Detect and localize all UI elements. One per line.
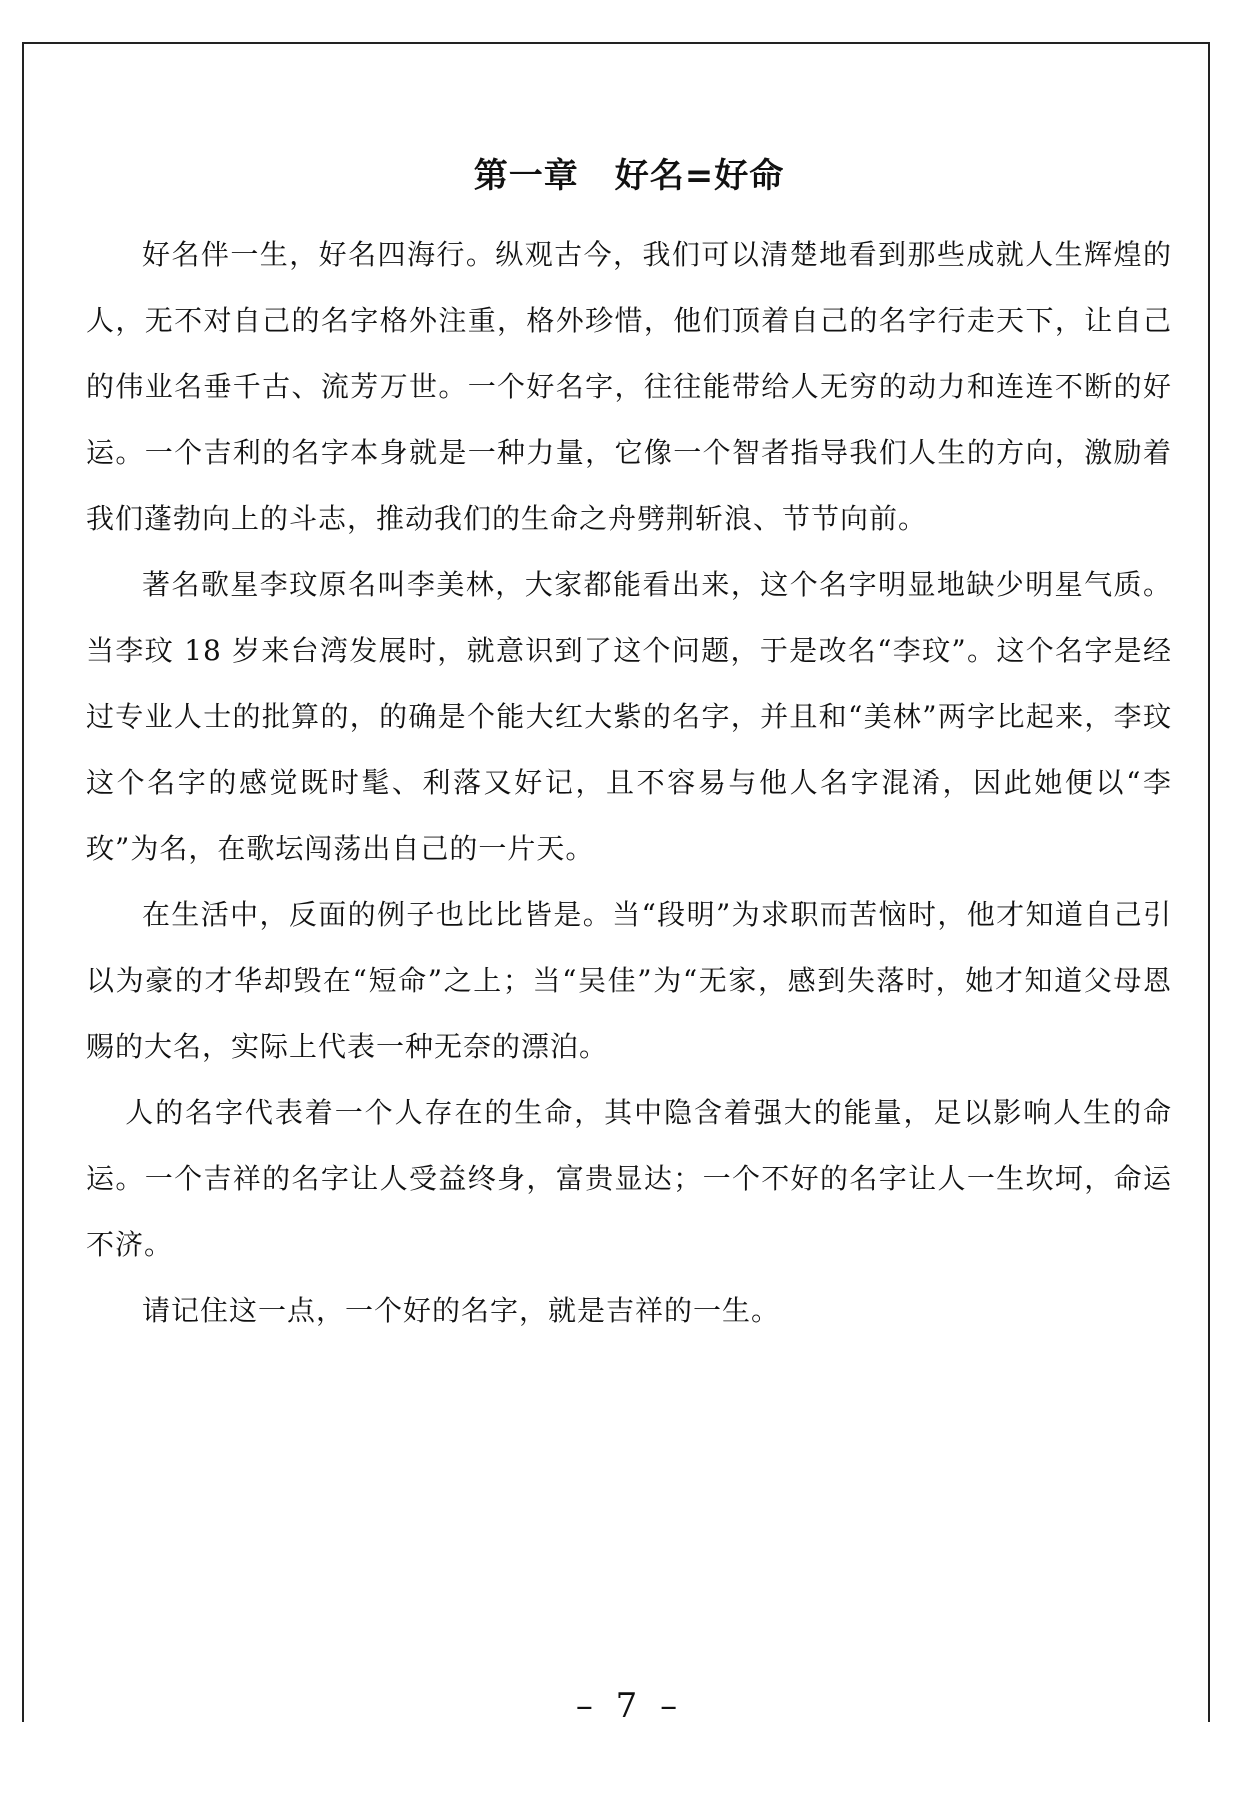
paragraph-3: 在生活中，反面的例子也比比皆是。当“段明”为求职而苦恼时，他才知道自己引以为豪的才华却毁在“短命”之上；当“吴佳”为“无家，感到失落时，她才知道父母恩赐的大名，实际上代表一种无奈的漂泊。 [86,898,1172,1063]
page-content [86,148,1172,1344]
paragraph-5: 请记住这一点，一个好的名字，就是吉祥的一生。 [142,1294,781,1327]
chapter-title [86,148,1172,204]
chapter-name: 好名=好命 [614,156,785,196]
paragraph-2: 著名歌星李玟原名叫李美林，大家都能看出来，这个名字明显地缺少明星气质。当李玟 18 岁来台湾发展时，就意识到了这个问题，于是改名“李玟”。这个名字是经过专业人士的批算的，的确是个能大红大紫的名字，并且和“美林”两字比起来，李玟这个名字的感觉既时髦、利落又好记，且不容易与他人名字混淆，因此她便以“李玫”为名，在歌坛闯荡出自己的一片天。 [86,568,1172,865]
paragraph-4: 人的名字代表着一个人存在的生命，其中隐含着强大的能量，足以影响人生的命运。一个吉祥的名字让人受益终身，富贵显达；一个不好的名字让人一生坎坷，命运不济。 [86,1096,1172,1261]
page-number: – 7 – [575,1686,684,1726]
chapter-number: 第一章 [473,156,579,196]
paragraph-1: 好名伴一生，好名四海行。纵观古今，我们可以清楚地看到那些成就人生辉煌的人，无不对自己的名字格外注重，格外珍惜，他们顶着自己的名字行走天下，让自己的伟业名垂千古、流芳万世。一个好名字，往往能带给人无穷的动力和连连不断的好运。一个吉利的名字本身就是一种力量，它像一个智者指导我们人生的方向，激励着我们蓬勃向上的斗志，推动我们的生命之舟劈荆斩浪、节节向前。 [86,238,1172,535]
